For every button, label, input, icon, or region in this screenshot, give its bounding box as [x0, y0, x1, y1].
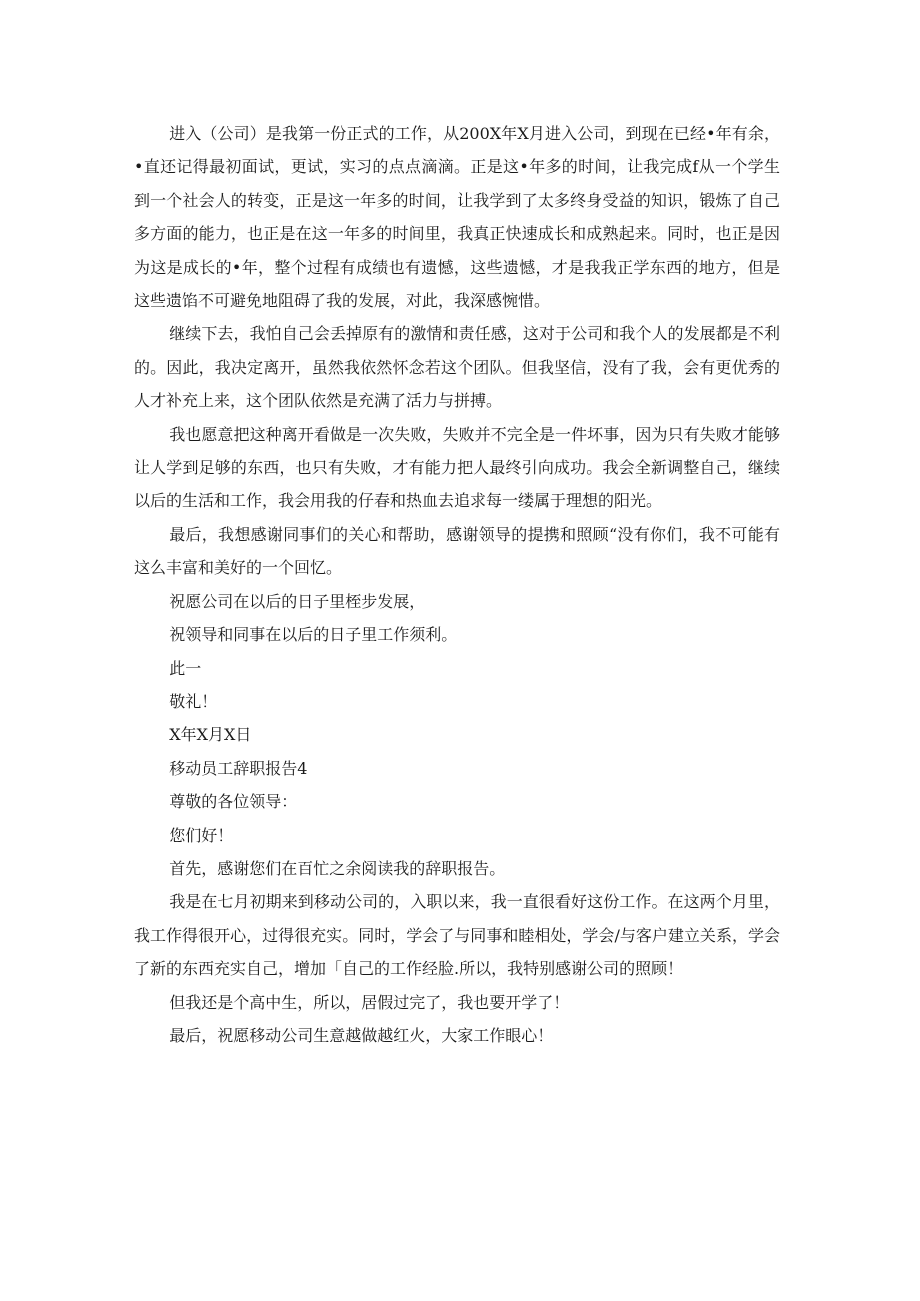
report-title: 移动员工辞职报告4	[169, 758, 308, 778]
salute-line: 敬礼！	[169, 691, 218, 711]
wish-line-2: 祝领导和同事在以后的日子里工作须利。	[169, 625, 458, 645]
reason-line: 但我还是个高中生，所以，居假过完了，我也要开学了！	[169, 992, 570, 1012]
intro-line: 首先，感谢您们在百忙之余阅读我的辞职报告。	[169, 858, 506, 878]
final-wish-line: 最后，祝愿移动公司生意越做越红火，大家工作眼心！	[169, 1025, 554, 1045]
wish-line-1: 祝愿公司在以后的日子里桎步发展，	[169, 591, 426, 611]
date-line: X年X月X日	[169, 725, 252, 745]
greeting: 您们好！	[169, 825, 234, 845]
closing-line: 此一	[169, 658, 202, 678]
paragraph-3: 我也愿意把这种离开看做是一次失败，失败并不完全是一件坏事，因为只有失败才能够让人学到足够的东西，也只有失败，才有能力把人最终引向成功。我会全新调整自己，继续以后的生活和工作，我会用我的仔春和热血去追求每一缕属于理想的阳光。	[134, 424, 780, 511]
paragraph-5: 我是在七月初期来到移动公司的，入职以来，我一直很看好这份工作。在这两个月里，我工作得很开心，过得很充实。同时，学会了与同事和睦相处，学会/与客户建立关系，学会了新的东西充实自己，增加「自己的工作经脸.所以，我特别感谢公司的照顾！	[134, 892, 780, 979]
paragraph-4: 最后，我想感谢同事们的关心和帮助，感谢领导的提携和照顾“没有你们，我不可能有这么丰富和美好的一个回忆。	[134, 524, 780, 578]
paragraph-2: 继续下去，我怕自己会丢掉原有的激情和责任感，这对于公司和我个人的发展都是不利的。因此，我决定离开，虽然我依然怀念若这个团队。但我坚信，没有了我，会有更优秀的人才补充上来，这个团队依然是充满了活力与拼搏。	[134, 324, 780, 411]
salutation: 尊敬的各位领导：	[169, 792, 298, 812]
paragraph-1: 进入（公司）是我第一份正式的工作，从200X年X月进入公司，到现在已经•年有余，•直还记得最初面试，更试，实习的点点滴滴。正是这•年多的时间，让我完成f从一个学生到一个社会人的转变，正是这一年多的时间，让我学到了太多终身受益的知识，锻炼了自己多方面的能力，也正是在这一年多的时间里，我真正快速成长和成熟起来。同时，也正是因为这是成长的•年，整个过程有成绩也有遗憾，这些遗憾，才是我我正学东西的地方，但是这些遗馅不可避免地阻碍了我的发展，对此，我深感惋惜。	[134, 124, 780, 311]
